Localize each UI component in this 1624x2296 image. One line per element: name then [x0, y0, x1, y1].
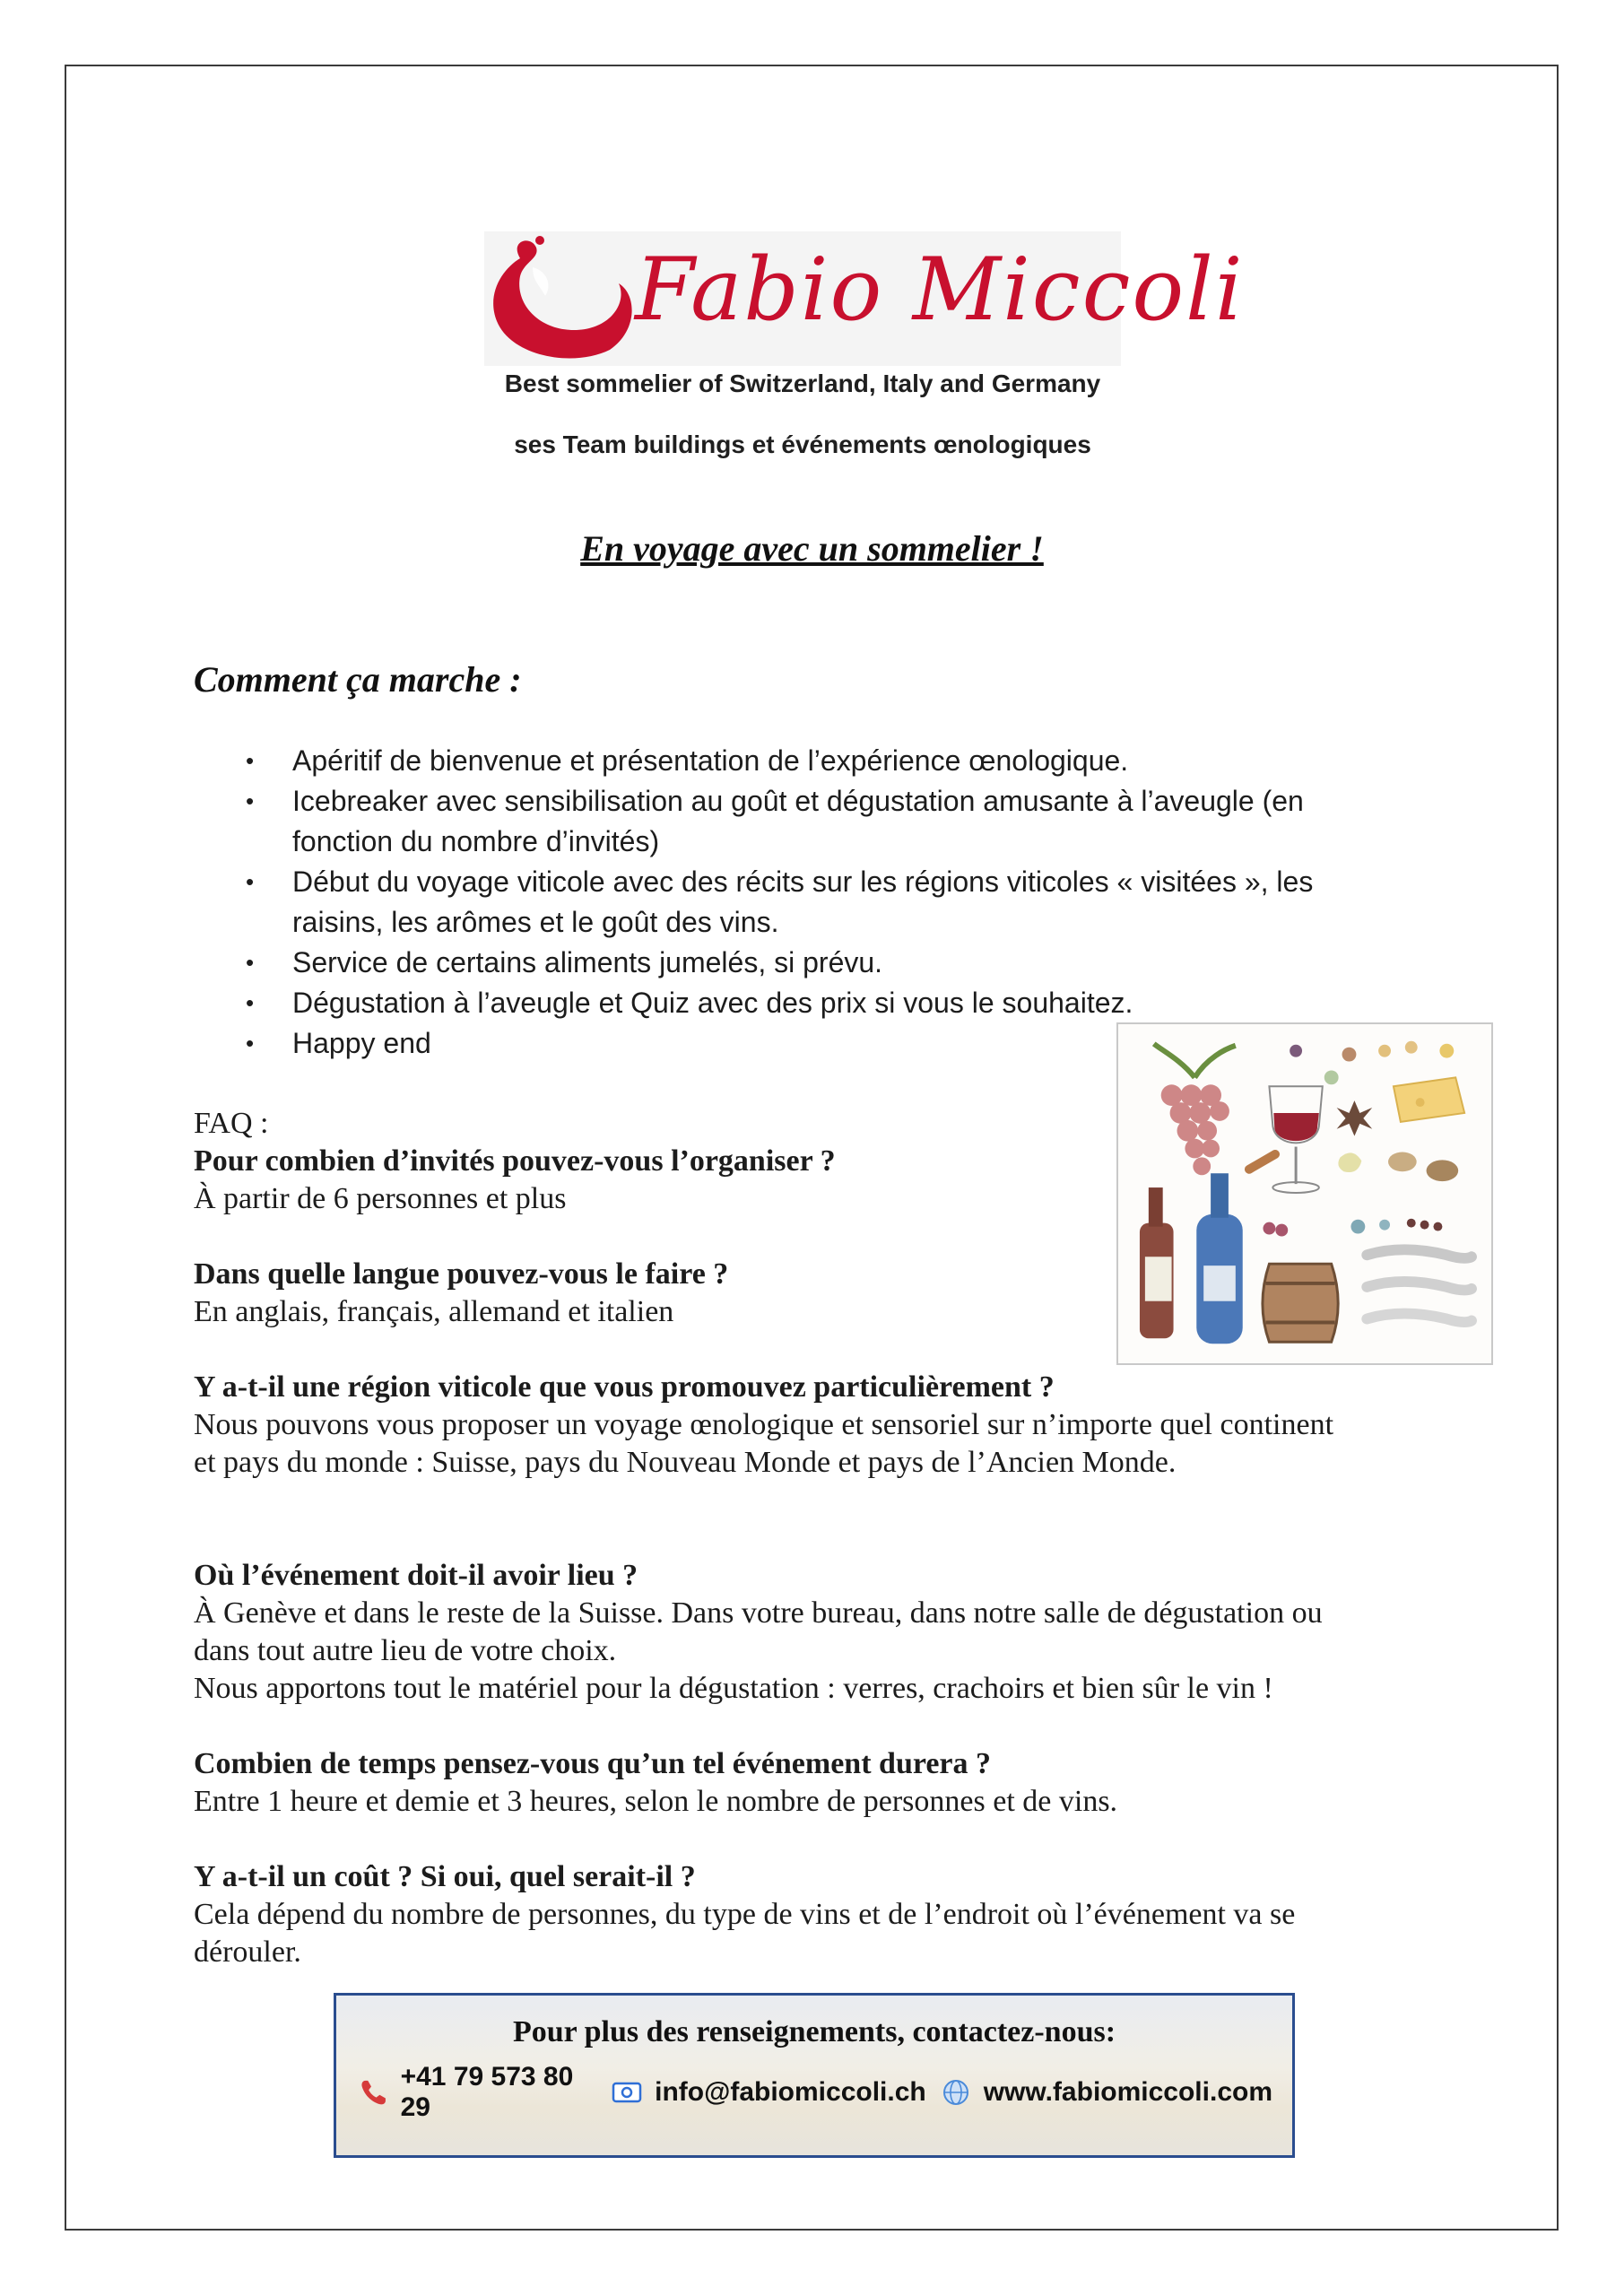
faq-item	[194, 1369, 1449, 1482]
faq-answer: Cela dépend du nombre de personnes, du type de vins et de l’endroit où l’événement va se dérouler.	[194, 1898, 1296, 1969]
contact-phone[interactable]	[358, 2062, 597, 2123]
list-item	[240, 943, 1406, 983]
faq-question: Pour combien d’invités pouvez-vous l’organiser ?	[194, 1144, 836, 1178]
brand-logo	[484, 231, 1245, 366]
bullet-icon: •	[246, 989, 255, 1016]
faq-answer: À partir de 6 personnes et plus	[194, 1182, 567, 1215]
how-it-works-list	[240, 741, 1406, 1064]
tagline-secondary: ses Team buildings et événements œnologiques	[514, 430, 1091, 458]
faq-answer: Entre 1 heure et demie et 3 heures, selon le nombre de personnes et de vins.	[194, 1785, 1118, 1818]
list-item-text: Apéritif de bienvenue et présentation de l’expérience œnologique.	[292, 744, 1129, 777]
bullet-icon: •	[246, 787, 255, 814]
faq-heading: FAQ :	[194, 1107, 269, 1140]
list-item	[240, 741, 1406, 781]
faq-answer: Nous pouvons vous proposer un voyage œnologique et sensoriel sur n’importe quel continent et pays du monde : Suisse, pays du Nouveau Monde et pays de l’Ancien Monde.	[194, 1408, 1334, 1479]
faq-item	[194, 1745, 1449, 1821]
tagline-primary: Best sommelier of Switzerland, Italy and Germany	[504, 370, 1101, 397]
page-headline: En voyage avec un sommelier !	[580, 528, 1044, 569]
bullet-icon: •	[246, 747, 255, 774]
list-item-text: Happy end	[292, 1027, 431, 1059]
list-item-text: Icebreaker avec sensibilisation au goût et dégustation amusante à l’aveugle (en fonction du nombre d’invités)	[292, 785, 1304, 857]
faq-item	[194, 1256, 1449, 1331]
faq-section	[194, 1105, 1449, 1971]
logo-wordmark: Fabio Miccoli	[635, 239, 1245, 340]
phone-number: +41 79 573 80 29	[400, 2062, 574, 2122]
faq-item	[194, 1858, 1449, 1971]
faq-item	[194, 1557, 1449, 1708]
faq-item	[194, 1143, 1449, 1218]
faq-question: Où l’événement doit-il avoir lieu ?	[194, 1559, 638, 1592]
how-it-works-title: Comment ça marche :	[194, 659, 522, 700]
faq-question: Y a-t-il un coût ? Si oui, quel serait-il ?	[194, 1860, 696, 1893]
bullet-icon: •	[246, 949, 255, 976]
contact-details	[358, 2062, 1272, 2123]
list-item-text: Service de certains aliments jumelés, si prévu.	[292, 946, 883, 978]
website-url: www.fabiomiccoli.com	[983, 2077, 1272, 2107]
list-item	[240, 983, 1406, 1023]
faq-question: Y a-t-il une région viticole que vous promouvez particulièrement ?	[194, 1370, 1055, 1404]
contact-email[interactable]	[610, 2075, 926, 2109]
phone-icon	[358, 2075, 390, 2109]
contact-banner	[334, 1993, 1295, 2158]
email-icon	[610, 2075, 644, 2109]
list-item-text: Dégustation à l’aveugle et Quiz avec des prix si vous le souhaitez.	[292, 987, 1133, 1019]
faq-question: Dans quelle langue pouvez-vous le faire ?	[194, 1257, 729, 1291]
faq-question: Combien de temps pensez-vous qu’un tel événement durera ?	[194, 1747, 992, 1780]
faq-answer: En anglais, français, allemand et italien	[194, 1295, 674, 1328]
list-item	[240, 781, 1406, 862]
bullet-icon: •	[246, 868, 255, 895]
contact-website[interactable]	[939, 2075, 1272, 2109]
bullet-icon: •	[246, 1030, 255, 1057]
list-item-text: Début du voyage viticole avec des récits sur les régions viticoles « visitées », les raisins, les arômes et le goût des vins.	[292, 865, 1314, 938]
contact-title: Pour plus des renseignements, contactez-nous:	[512, 2015, 1116, 2048]
list-item	[240, 862, 1406, 943]
faq-answer: À Genève et dans le reste de la Suisse. Dans votre bureau, dans notre salle de dégustation ou dans tout autre lieu de votre choix. Nous apportons tout le matériel pour la dégustation : verres, crachoirs et bien sûr le vin !	[194, 1596, 1323, 1705]
globe-icon	[939, 2075, 973, 2109]
email-address: info@fabiomiccoli.ch	[655, 2077, 926, 2107]
